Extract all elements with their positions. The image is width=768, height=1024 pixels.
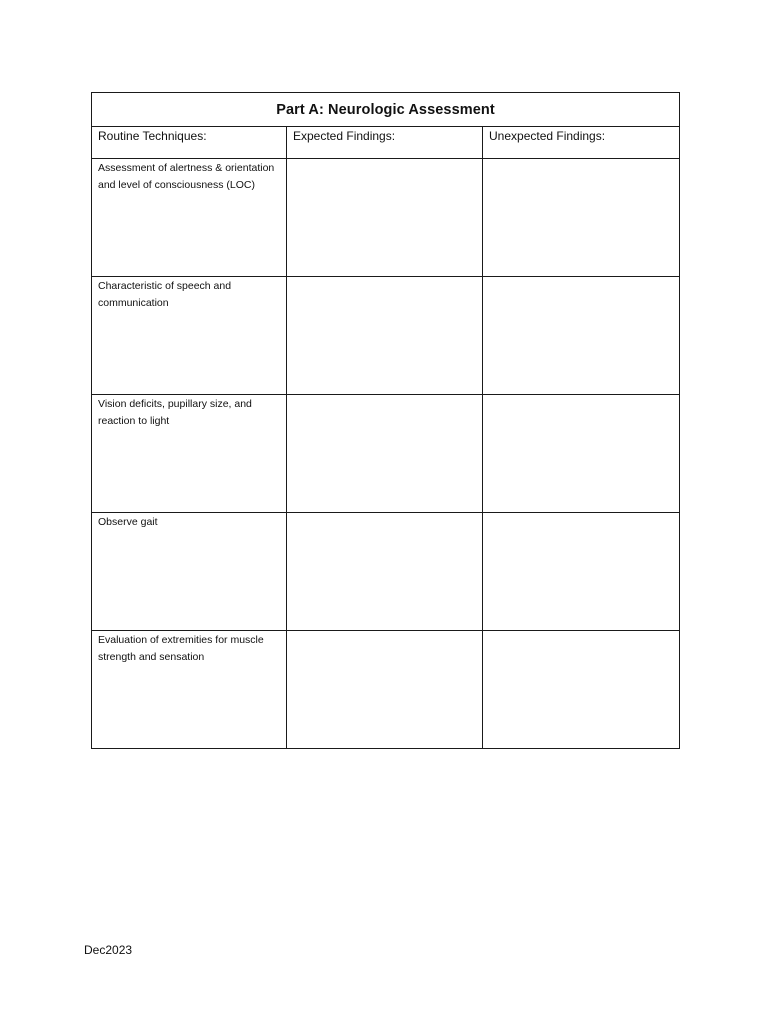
table-title-row <box>92 93 680 127</box>
table-header-row <box>92 127 680 159</box>
technique-cell: Characteristic of speech and communication <box>92 277 287 395</box>
column-header-unexpected-findings: Unexpected Findings: <box>483 127 680 159</box>
expected-findings-cell[interactable] <box>287 159 483 277</box>
technique-cell: Vision deficits, pupillary size, and reaction to light <box>92 395 287 513</box>
expected-findings-cell[interactable] <box>287 277 483 395</box>
table-row <box>92 513 680 631</box>
unexpected-findings-cell[interactable] <box>483 395 680 513</box>
table-row <box>92 631 680 749</box>
technique-cell: Assessment of alertness & orientation and level of consciousness (LOC) <box>92 159 287 277</box>
expected-findings-cell[interactable] <box>287 631 483 749</box>
expected-findings-cell[interactable] <box>287 513 483 631</box>
expected-findings-cell[interactable] <box>287 395 483 513</box>
technique-cell: Observe gait <box>92 513 287 631</box>
footer-date: Dec2023 <box>84 943 133 957</box>
column-header-routine-techniques: Routine Techniques: <box>92 127 287 159</box>
assessment-table <box>91 92 680 749</box>
column-header-expected-findings: Expected Findings: <box>287 127 483 159</box>
unexpected-findings-cell[interactable] <box>483 159 680 277</box>
unexpected-findings-cell[interactable] <box>483 631 680 749</box>
unexpected-findings-cell[interactable] <box>483 277 680 395</box>
unexpected-findings-cell[interactable] <box>483 513 680 631</box>
table-row <box>92 159 680 277</box>
technique-cell: Evaluation of extremities for muscle strength and sensation <box>92 631 287 749</box>
table-row <box>92 277 680 395</box>
table-title: Part A: Neurologic Assessment <box>92 93 680 127</box>
table-row <box>92 395 680 513</box>
